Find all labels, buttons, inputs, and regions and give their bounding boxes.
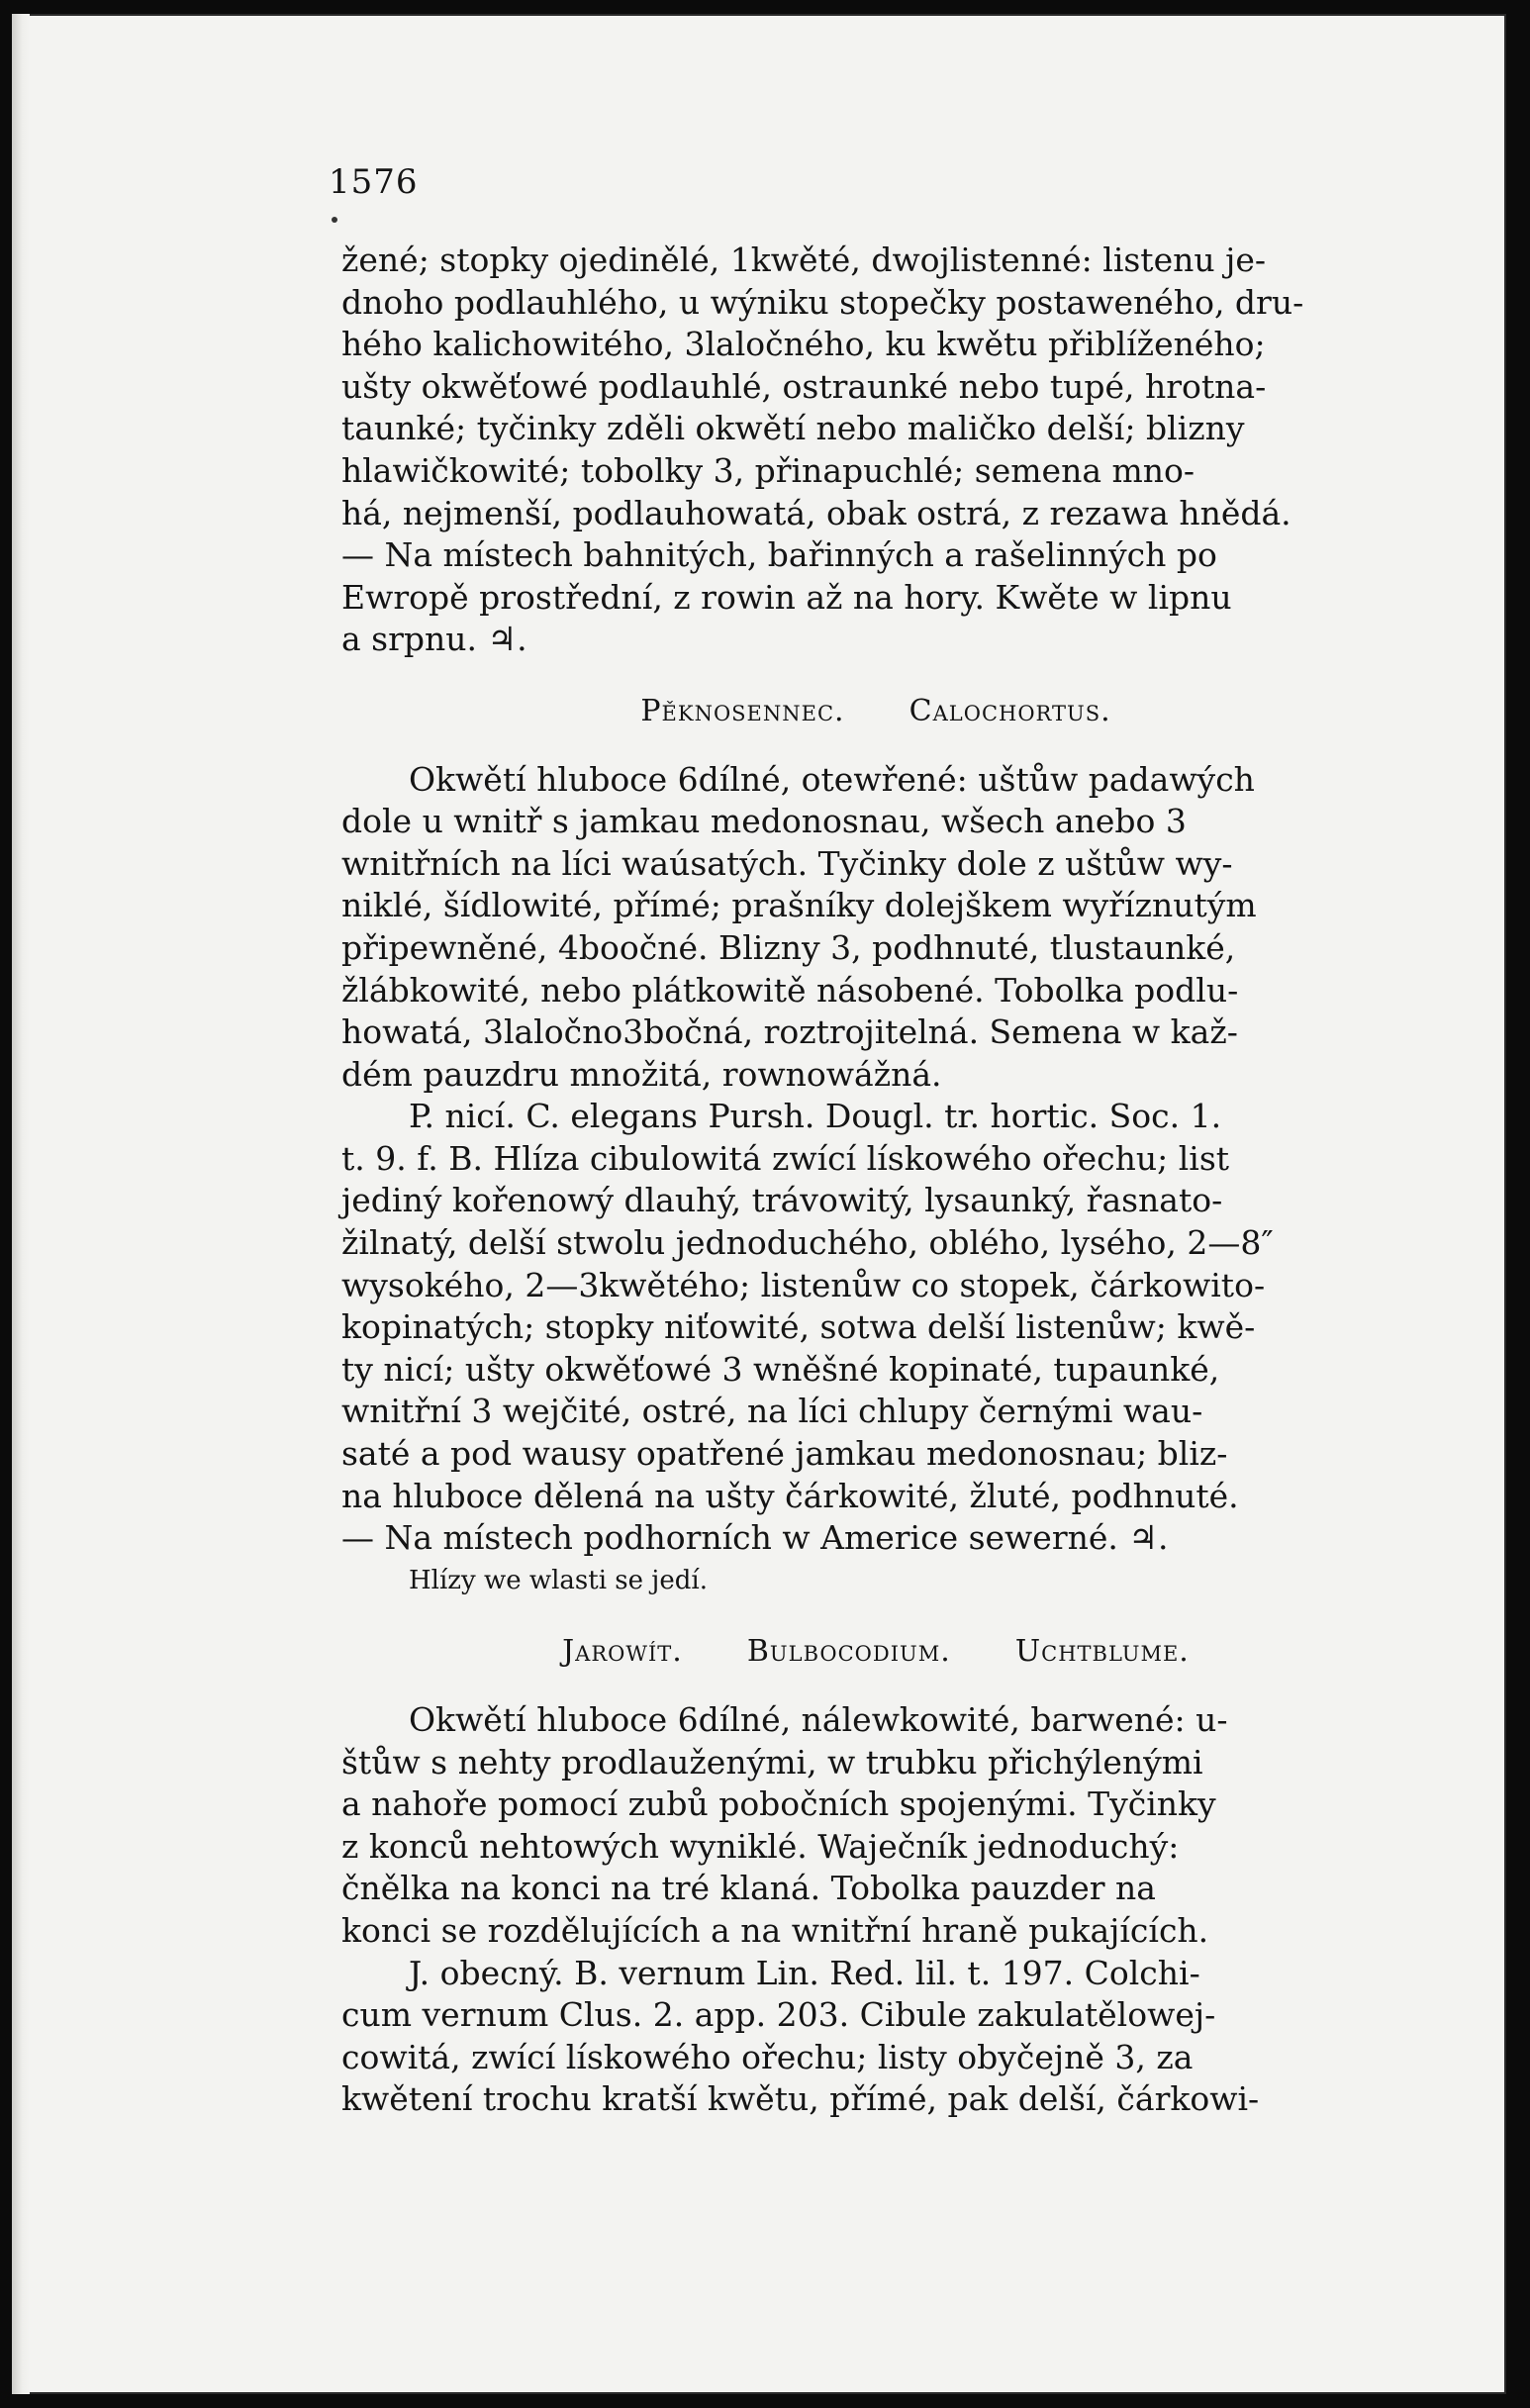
- text-line: a srpnu. ♃.: [341, 620, 527, 659]
- text-line: a nahoře pomocí zubů pobočních spojenými. Tyčinky: [341, 1784, 1216, 1824]
- text-line: Ewropě prostřední, z rowin až na hory. Kwěte w lipnu: [341, 577, 1232, 617]
- text-line: — Na místech podhorních w Americe sewerné. ♃.: [341, 1518, 1169, 1558]
- text-line: ty nicí; ušty okwěťowé 3 wněšné kopinaté, tupaunké,: [341, 1349, 1220, 1389]
- text-line: taunké; tyčinky zděli okwětí nebo maličko delší; blizny: [341, 409, 1245, 448]
- text-line: saté a pod wausy opatřené jamkau medonosnau; bliz-: [341, 1434, 1228, 1474]
- genus-heading-czech: Pěknosennec.: [640, 693, 845, 728]
- text-line: ušty okwěťowé podlauhlé, ostraunké nebo tupé, hrotna-: [341, 366, 1267, 406]
- paragraph-bulbocodium: [341, 1699, 1410, 2121]
- text-line: štůw s nehty prodlauženými, w trubku přichýlenými: [341, 1742, 1203, 1782]
- text-line: niklé, šídlowité, přímé; prašníky dolejškem wyříznutým: [341, 886, 1257, 925]
- genus-heading-german: Uchtblume.: [1014, 1634, 1190, 1670]
- text-line: hlawičkowité; tobolky 3, přinapuchlé; semena mno-: [341, 450, 1195, 490]
- genus-heading-calochortus: [341, 691, 1410, 733]
- edibility-note: Hlízy we wlasti se jedí.: [409, 1565, 708, 1595]
- text-line: z konců nehtowých wyniklé. Waječník jednoduchý:: [341, 1826, 1180, 1866]
- text-line: wnitřní 3 wejčité, ostré, na líci chlupy černými wau-: [341, 1392, 1203, 1431]
- text-line: žlábkowité, nebo plátkowitě násobené. Tobolka podlu-: [341, 970, 1239, 1010]
- text-line: kwětení trochu kratší kwětu, přímé, pak delší, čárkowi-: [341, 2079, 1260, 2119]
- text-column: [341, 240, 1410, 2121]
- paragraph-continuation: [341, 240, 1410, 661]
- text-line: cowitá, zwící lískowého ořechu; listy obyčejně 3, za: [341, 2037, 1194, 2076]
- text-line: wnitřních na líci waúsatých. Tyčinky dole z uštůw wy-: [341, 843, 1233, 883]
- text-line: připewněné, 4boočné. Blizny 3, podhnuté, tlustaunké,: [341, 927, 1236, 967]
- text-line: Okwětí hluboce 6dílné, nálewkowité, barwené: u-: [409, 1700, 1228, 1739]
- paragraph-calochortus: [341, 759, 1410, 1602]
- text-line: P. nicí. C. elegans Pursh. Dougl. tr. hortic. Soc. 1.: [409, 1097, 1222, 1136]
- text-line: wysokého, 2—3kwětého; listenůw co stopek, čárkowito-: [341, 1265, 1266, 1304]
- text-line: howatá, 3laločno3bočná, roztrojitelná. Semena w kaž-: [341, 1012, 1238, 1052]
- genus-heading-latin: Calochortus.: [908, 693, 1111, 728]
- text-line: J. obecný. B. vernum Lin. Red. lil. t. 197. Colchi-: [409, 1953, 1200, 1992]
- text-line: žilnatý, delší stwolu jednoduchého, oblého, lysého, 2—8″: [341, 1223, 1274, 1263]
- page-gutter-shadow: [12, 14, 30, 2394]
- text-line: há, nejmenší, podlauhowatá, obak ostrá, z rezawa hnědá.: [341, 493, 1291, 532]
- text-line: t. 9. f. B. Hlíza cibulowitá zwící lískowého ořechu; list: [341, 1138, 1230, 1178]
- text-line: na hluboce dělená na ušty čárkowité, žluté, podhnuté.: [341, 1476, 1239, 1515]
- genus-heading-czech: Jarowít.: [562, 1634, 683, 1670]
- text-line: dém pauzdru množitá, rownowážná.: [341, 1054, 942, 1094]
- text-line: konci se rozdělujících a na wnitřní hraně pukajících.: [341, 1910, 1209, 1950]
- genus-heading-bulbocodium: [341, 1631, 1410, 1674]
- genus-heading-latin: Bulbocodium.: [746, 1634, 951, 1670]
- page-number: 1576: [329, 162, 419, 202]
- text-line: žené; stopky ojedinělé, 1kwěté, dwojlistenné: listenu je-: [341, 241, 1267, 279]
- text-line: jediný kořenowý dlauhý, trávowitý, lysaunký, řasnato-: [341, 1181, 1223, 1220]
- text-line: hého kalichowitého, 3laločného, ku kwětu přiblíženého;: [341, 325, 1266, 364]
- text-line: — Na místech bahnitých, bařinných a rašelinných po: [341, 535, 1217, 575]
- text-line: Okwětí hluboce 6dílné, otewřené: uštůw padawých: [409, 759, 1255, 799]
- text-line: dole u wnitř s jamkau medonosnau, wšech anebo 3: [341, 802, 1187, 841]
- text-line: dnoho podlauhlého, u wýniku stopečky postaweného, dru-: [341, 282, 1304, 322]
- book-page: [12, 14, 1506, 2394]
- text-line: kopinatých; stopky niťowité, sotwa delší listenůw; kwě-: [341, 1307, 1256, 1347]
- ink-dot: [332, 217, 337, 223]
- text-line: čnělka na konci na tré klaná. Tobolka pauzder na: [341, 1869, 1156, 1908]
- text-line: cum vernum Clus. 2. app. 203. Cibule zakulatělowej-: [341, 1995, 1216, 2035]
